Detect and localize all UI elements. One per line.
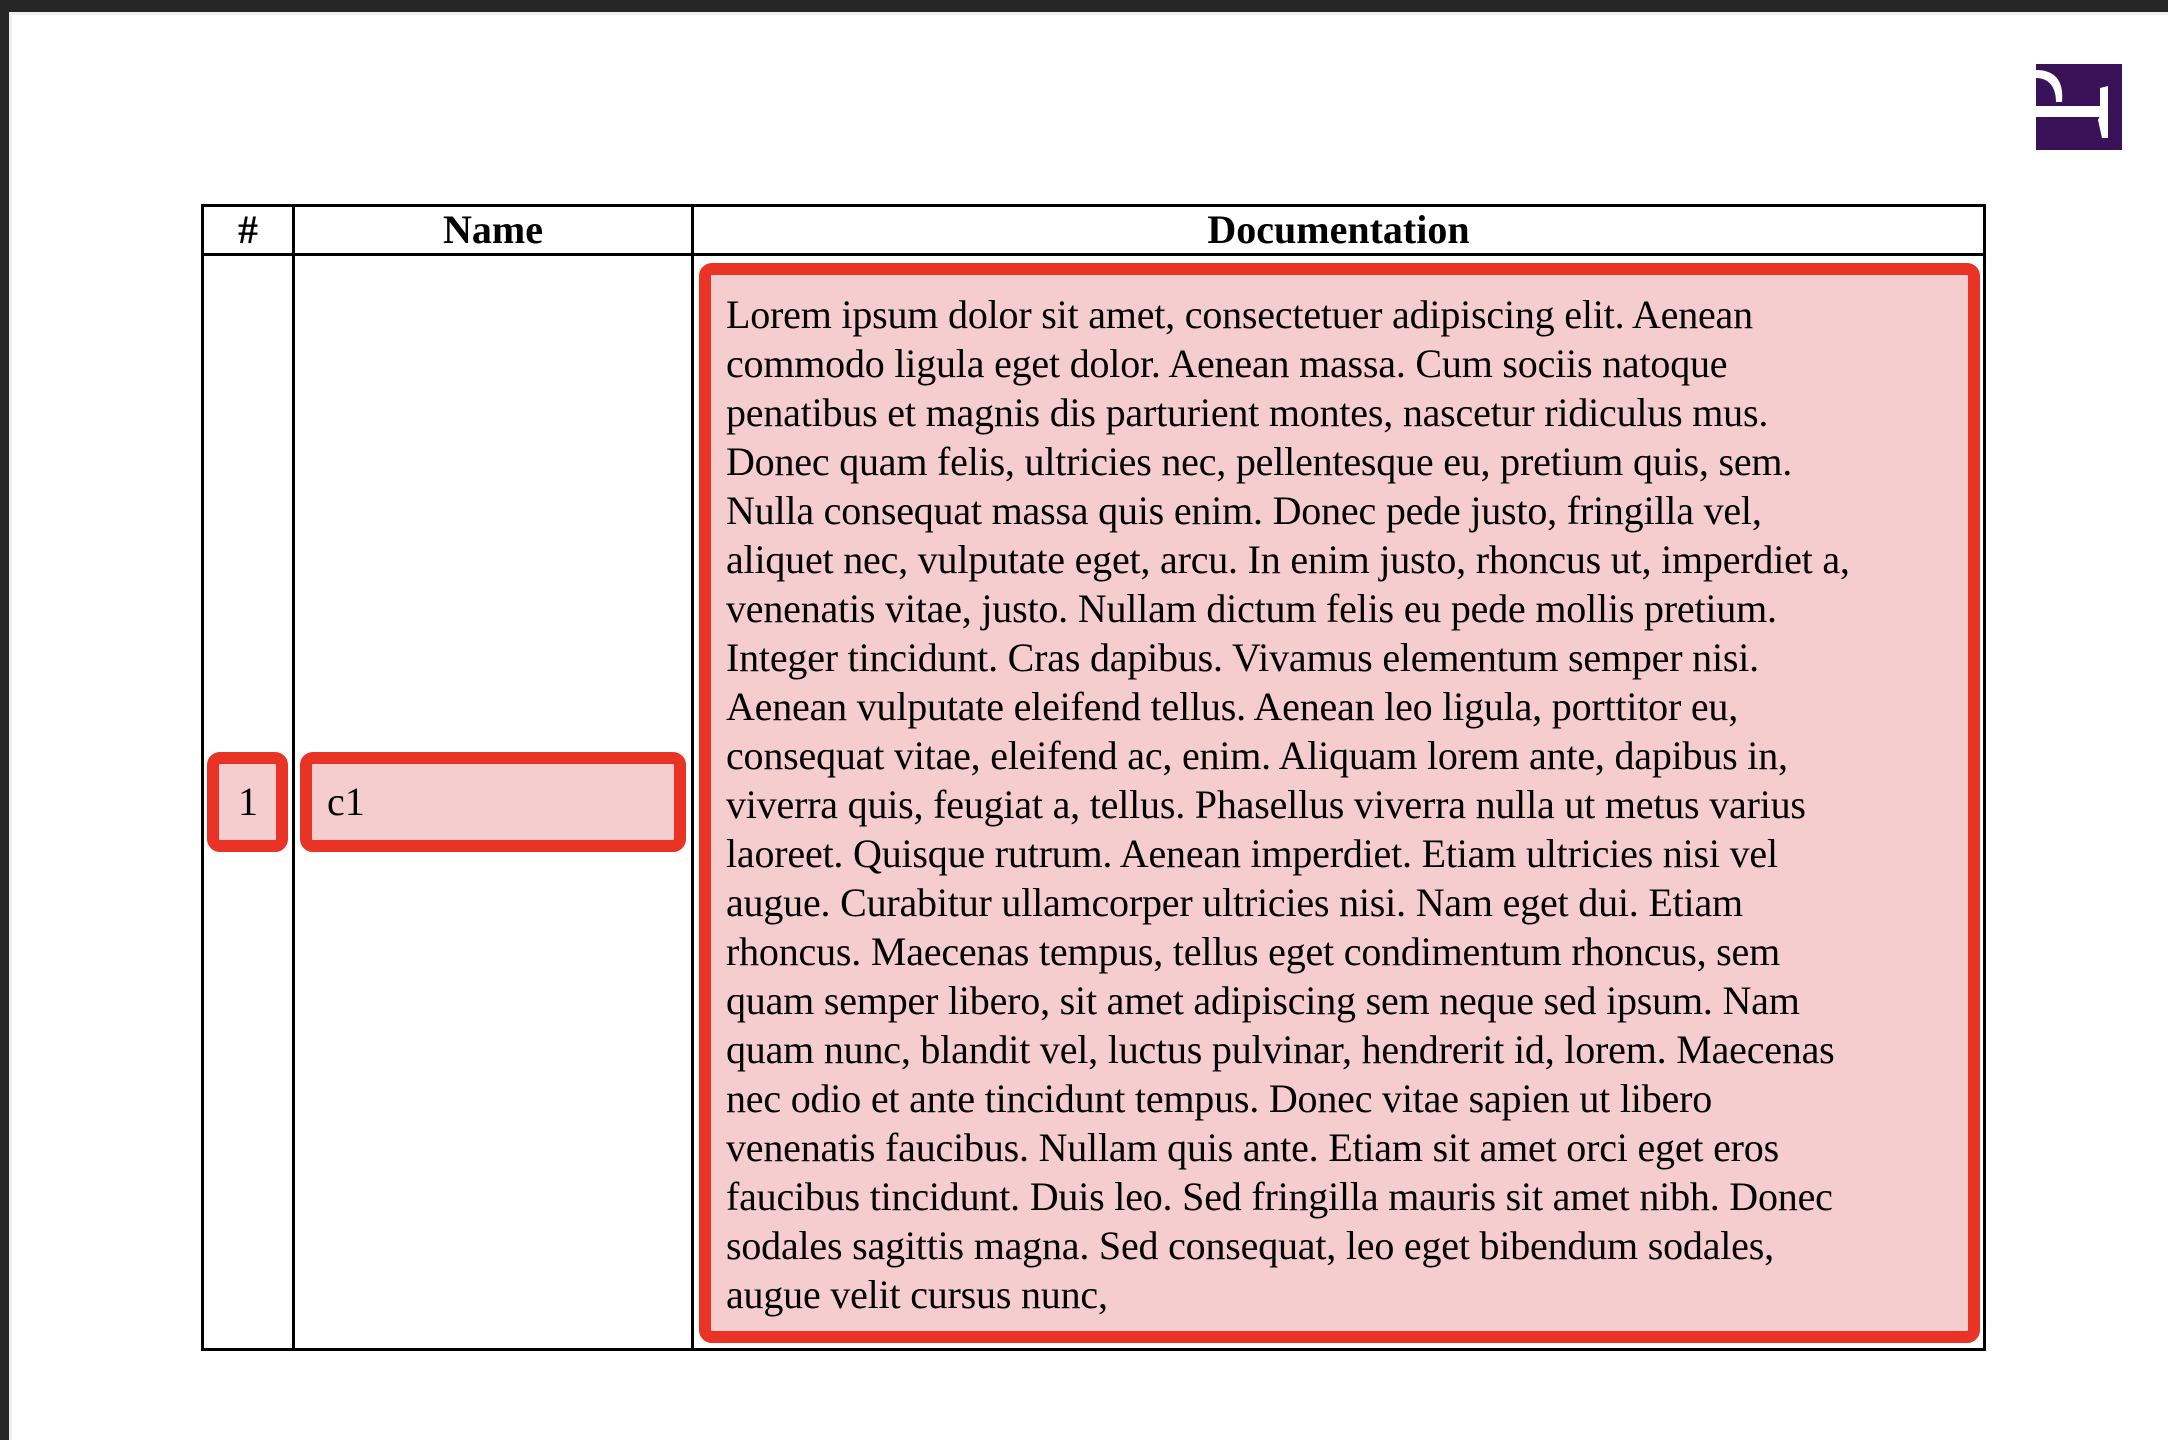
row-name: c1 <box>327 779 365 824</box>
row-number: 1 <box>238 779 258 824</box>
header-number: # <box>238 207 258 252</box>
column-divider <box>292 204 295 1351</box>
row-documentation: Lorem ipsum dolor sit amet, consectetuer adipiscing elit. Aenean commodo ligula eget dolor. Aenean massa. Cum sociis natoque penatibus et magnis dis parturient montes, nascetur ridiculus mus. Donec quam felis, ultricies nec, pellentesque eu, pretium quis, sem. Nulla consequat massa quis enim. Donec pede justo, fringilla vel, aliquet nec, vulputate eget, arcu. In enim justo, rhoncus ut, imperdiet a, venenatis vitae, justo. Nullam dictum felis eu pede mollis pretium. Integer tincidunt. Cras dapibus. Vivamus elementum semper nisi. Aenean vulputate eleifend tellus. Aenean leo ligula, porttitor eu, consequat vitae, eleifend ac, enim. Aliquam lorem ante, dapibus in, viverra quis, feugiat a, tellus. Phasellus viverra nulla ut metus varius laoreet. Quisque rutrum. Aenean imperdiet. Etiam ultricies nisi vel augue. Curabitur ullamcorper ultricies nisi. Nam eget dui. Etiam rhoncus. Maecenas tempus, tellus eget condimentum rhoncus, sem quam semper libero, sit amet adipiscing sem neque sed ipsum. Nam quam nunc, blandit vel, luctus pulvinar, hendrerit id, lorem. Maecenas nec odio et ante tincidunt tempus. Donec vitae sapien ut libero venenatis faucibus. Nullam quis ante. Etiam sit amet orci eget eros faucibus tincidunt. Duis leo. Sed fringilla mauris sit amet nibh. Donec sodales sagittis magna. Sed consequat, leo eget bibendum sodales, augue velit cursus nunc, <box>726 292 1850 1317</box>
header-documentation: Documentation <box>1207 207 1470 252</box>
header-divider <box>201 253 1986 256</box>
logo-icon <box>2036 64 2122 150</box>
header-name: Name <box>443 207 543 252</box>
column-divider <box>691 204 694 1351</box>
